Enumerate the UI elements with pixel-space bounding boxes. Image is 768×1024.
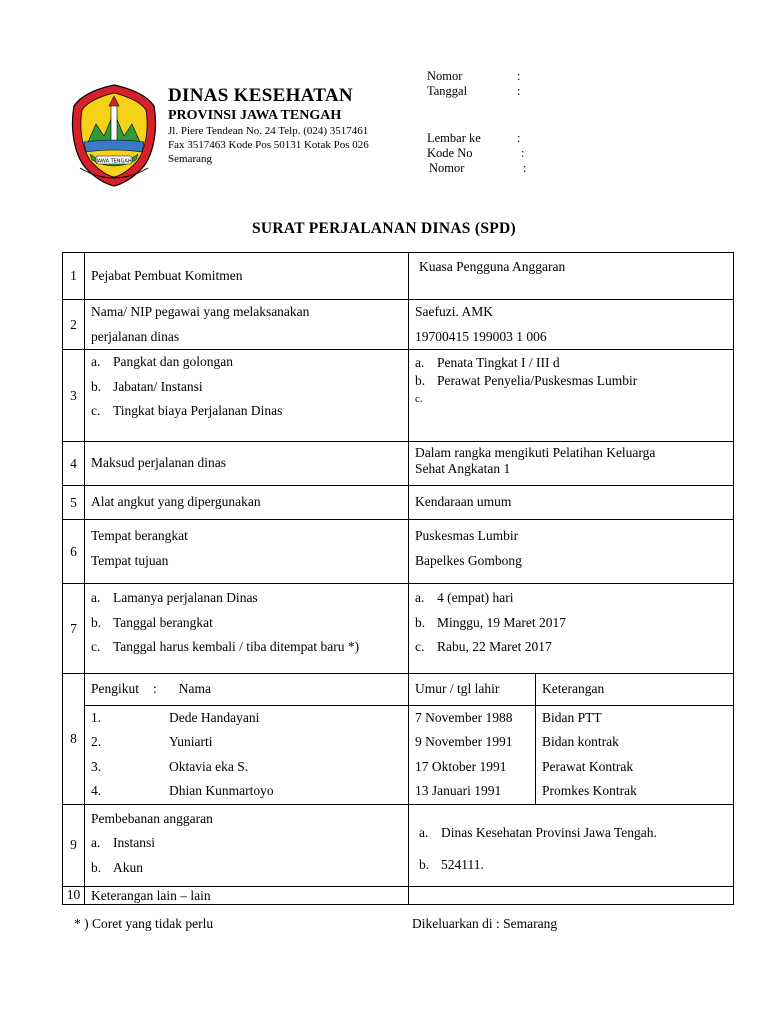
value-text: Bapelkes Gombong xyxy=(415,552,522,568)
meta-label: Nomor xyxy=(427,69,463,83)
table-row xyxy=(63,886,734,904)
pengikut-label: Pengikut xyxy=(91,681,140,697)
meta-nomor-bottom xyxy=(429,161,526,176)
person-row xyxy=(91,755,402,780)
row-value xyxy=(409,486,734,520)
followers-cell xyxy=(85,674,734,805)
meta-label: Tanggal xyxy=(427,84,468,98)
value-item xyxy=(415,611,727,636)
item-prefix: c. xyxy=(91,639,101,654)
value-text: Puskesmas Lumbir xyxy=(415,528,519,543)
row-number: 8 xyxy=(63,674,85,805)
row-label xyxy=(85,442,409,486)
footer-issued: Dikeluarkan di : Semarang xyxy=(412,916,558,931)
label-item xyxy=(91,635,402,660)
value-text: Dalam rangka mengikuti Pelatihan Keluarga xyxy=(415,445,656,460)
person-dob: 9 November 1991 xyxy=(415,734,513,749)
person-row xyxy=(91,779,402,804)
row-label xyxy=(85,300,409,350)
item-text: Penata Tingkat I / III d xyxy=(437,355,560,370)
address-line-1: Jl. Piere Tendean No. 24 Telp. (024) 3517461 xyxy=(168,125,369,137)
meta-sep: : xyxy=(517,84,521,98)
item-text: Akun xyxy=(113,859,143,875)
followers-names xyxy=(85,705,409,804)
item-text: Perawat Penyelia/Puskesmas Lumbir xyxy=(437,373,638,388)
value-item xyxy=(419,853,727,878)
value-text: Sehat Angkatan 1 xyxy=(415,461,511,476)
person-note: Perawat Kontrak xyxy=(542,758,634,774)
label-text: Maksud perjalanan dinas xyxy=(91,455,226,471)
value-text: Kendaraan umum xyxy=(415,494,512,510)
person-note: Bidan PTT xyxy=(542,709,602,725)
row-value xyxy=(409,300,734,350)
item-text: Tingkat biaya Perjalanan Dinas xyxy=(113,403,283,418)
table-row xyxy=(63,350,734,442)
meta-kode-no xyxy=(427,146,524,161)
meta-nomor-top xyxy=(427,69,520,84)
row-label xyxy=(85,253,409,300)
label-text: Pejabat Pembuat Komitmen xyxy=(91,267,243,283)
row-label xyxy=(85,520,409,584)
meta-label: Lembar ke xyxy=(427,131,481,145)
row-value xyxy=(409,253,734,300)
item-prefix: a. xyxy=(91,354,101,369)
item-prefix: b. xyxy=(415,373,426,388)
row-number: 9 xyxy=(63,804,85,886)
followers-header-name xyxy=(85,674,409,705)
label-item xyxy=(91,350,402,375)
item-text: Tanggal harus kembali / tiba ditempat baru *) xyxy=(113,639,360,654)
followers-header-row xyxy=(85,674,733,705)
item-text: Jabatan/ Instansi xyxy=(113,378,203,394)
org-title: DINAS KESEHATAN xyxy=(168,85,353,106)
umur-header: Umur / tgl lahir xyxy=(409,674,536,705)
person-number: 1. xyxy=(91,709,102,725)
table-row xyxy=(63,442,734,486)
table-row xyxy=(63,584,734,674)
row-number: 10 xyxy=(63,886,85,904)
value-item xyxy=(415,390,727,408)
row-number: 6 xyxy=(63,520,85,584)
item-prefix: c. xyxy=(415,393,423,405)
row-label xyxy=(85,886,409,904)
value-item xyxy=(415,354,727,372)
row-value xyxy=(409,442,734,486)
person-row xyxy=(91,706,402,731)
row-label xyxy=(85,584,409,674)
table-row xyxy=(63,300,734,350)
item-prefix: c. xyxy=(91,403,101,418)
row-label xyxy=(85,804,409,886)
row-label xyxy=(85,486,409,520)
spd-table xyxy=(62,252,734,905)
person-row xyxy=(91,730,402,755)
item-prefix: b. xyxy=(91,859,102,875)
followers-body-row xyxy=(85,705,733,804)
item-text: 524111. xyxy=(441,857,484,872)
item-prefix: c. xyxy=(415,639,425,654)
item-prefix: b. xyxy=(91,614,102,630)
person-number: 4. xyxy=(91,783,102,798)
person-name: Oktavia eka S. xyxy=(169,758,249,774)
value-item xyxy=(415,586,727,611)
table-row xyxy=(63,486,734,520)
item-prefix: a. xyxy=(91,590,101,605)
row-number: 7 xyxy=(63,584,85,674)
followers-notes xyxy=(536,705,734,804)
person-dob: 13 Januari 1991 xyxy=(415,783,502,798)
footer-note: * ) Coret yang tidak perlu xyxy=(74,916,214,931)
item-prefix: b. xyxy=(419,857,430,872)
document-title: SURAT PERJALANAN DINAS (SPD) xyxy=(251,220,517,237)
value-text: Saefuzi. AMK xyxy=(415,304,493,319)
table-row xyxy=(63,253,734,300)
person-note: Bidan kontrak xyxy=(542,734,619,749)
label-text: Nama/ NIP pegawai yang melaksanakan xyxy=(91,304,310,319)
row-value xyxy=(409,584,734,674)
label-item xyxy=(91,856,402,881)
person-name: Dede Handayani xyxy=(169,709,260,725)
item-prefix: a. xyxy=(415,355,425,370)
address-line-2: Fax 3517463 Kode Pos 50131 Kotak Pos 026 xyxy=(168,139,369,151)
value-text: 19700415 199003 1 006 xyxy=(415,328,547,344)
item-prefix: a. xyxy=(91,835,101,850)
row-value xyxy=(409,804,734,886)
meta-lembar-ke xyxy=(427,131,520,146)
person-note: Promkes Kontrak xyxy=(542,783,637,798)
row-number: 2 xyxy=(63,300,85,350)
label-item xyxy=(91,586,402,611)
person-dob: 17 Oktober 1991 xyxy=(415,758,507,774)
row-value xyxy=(409,350,734,442)
label-text: Pembebanan anggaran xyxy=(91,810,213,826)
person-name: Dhian Kunmartoyo xyxy=(169,783,274,798)
meta-tanggal xyxy=(427,84,520,99)
person-dob: 7 November 1988 xyxy=(415,709,513,725)
label-item xyxy=(91,399,402,424)
row-number: 5 xyxy=(63,486,85,520)
meta-sep: : xyxy=(523,161,527,175)
meta-sep: : xyxy=(521,146,525,160)
keterangan-header: Keterangan xyxy=(536,674,734,705)
value-text: Kuasa Pengguna Anggaran xyxy=(419,259,566,274)
meta-sep: : xyxy=(517,69,521,83)
item-text: Dinas Kesehatan Provinsi Jawa Tengah. xyxy=(441,824,657,840)
person-name: Yuniarti xyxy=(169,734,213,749)
row-value xyxy=(409,886,734,904)
label-text: Tempat tujuan xyxy=(91,552,169,568)
address-line-3: Semarang xyxy=(168,153,212,165)
label-text: perjalanan dinas xyxy=(91,328,180,344)
meta-sep: : xyxy=(517,131,521,145)
row-number: 3 xyxy=(63,350,85,442)
item-text: Lamanya perjalanan Dinas xyxy=(113,590,258,605)
label-item xyxy=(91,375,402,400)
item-text: Tanggal berangkat xyxy=(113,614,213,630)
item-text: Minggu, 19 Maret 2017 xyxy=(437,614,566,630)
label-item xyxy=(91,611,402,636)
value-item xyxy=(415,635,727,660)
row-label xyxy=(85,350,409,442)
row-number: 1 xyxy=(63,253,85,300)
person-number: 3. xyxy=(91,758,102,774)
table-row xyxy=(63,520,734,584)
label-item xyxy=(91,831,402,856)
label-text: Keterangan lain – lain xyxy=(91,887,211,903)
row-number: 4 xyxy=(63,442,85,486)
table-row xyxy=(63,674,734,805)
row-value xyxy=(409,520,734,584)
item-text: Rabu, 22 Maret 2017 xyxy=(437,639,552,654)
pengikut-colon: : xyxy=(153,681,157,697)
item-prefix: a. xyxy=(419,824,429,840)
meta-label: Nomor xyxy=(429,161,465,175)
item-prefix: b. xyxy=(91,378,102,394)
followers-table xyxy=(85,674,733,804)
meta-label: Kode No xyxy=(427,146,473,160)
value-item xyxy=(419,821,727,846)
table-row xyxy=(63,804,734,886)
org-subtitle: PROVINSI JAWA TENGAH xyxy=(168,108,342,123)
label-text: Tempat berangkat xyxy=(91,528,188,543)
item-prefix: b. xyxy=(415,614,426,630)
person-number: 2. xyxy=(91,734,102,749)
value-item xyxy=(415,372,727,390)
item-text: Pangkat dan golongan xyxy=(113,354,233,369)
label-text: Alat angkut yang dipergunakan xyxy=(91,494,261,510)
logo-banner-text: JAWA TENGAH xyxy=(96,158,132,165)
item-text: 4 (empat) hari xyxy=(437,590,514,605)
item-prefix: a. xyxy=(415,590,425,605)
followers-dob xyxy=(409,705,536,804)
nama-header: Nama xyxy=(178,681,212,697)
item-text: Instansi xyxy=(113,835,155,850)
jawa-tengah-emblem-logo xyxy=(70,82,158,188)
